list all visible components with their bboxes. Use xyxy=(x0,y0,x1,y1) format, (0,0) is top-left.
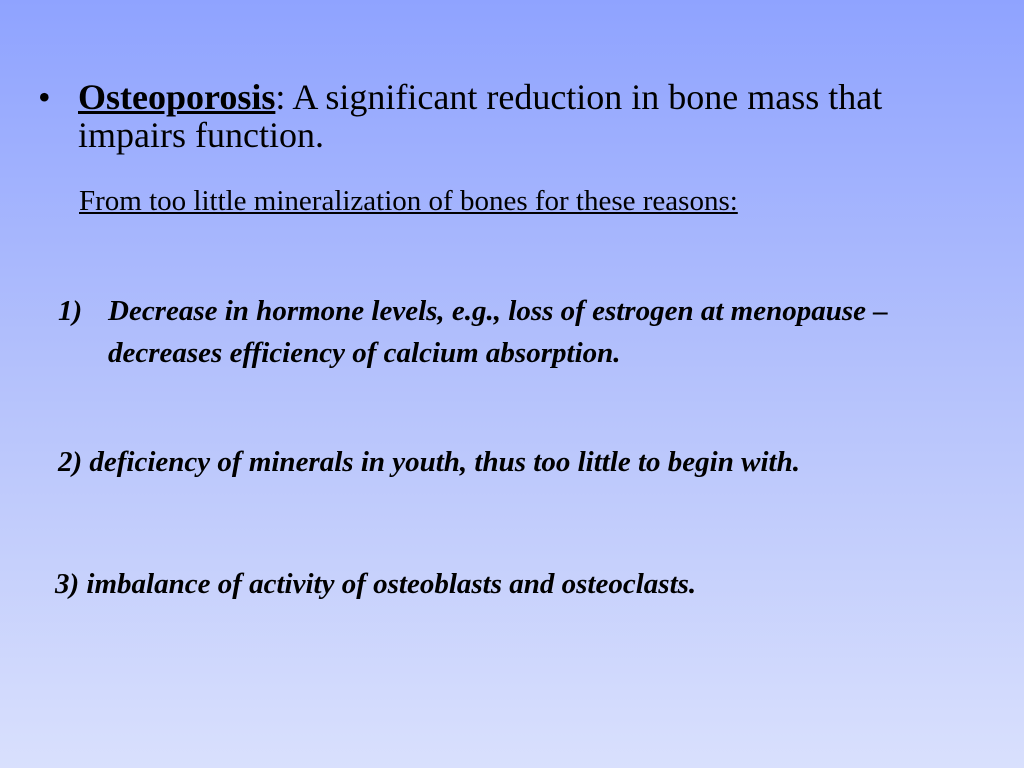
bullet-text xyxy=(78,78,988,154)
term-osteoporosis: Osteoporosis xyxy=(78,77,276,117)
osteoporosis-bullet xyxy=(38,78,988,154)
reasons-subheading: From too little mineralization of bones for these reasons: xyxy=(79,185,738,217)
bullet-marker: • xyxy=(38,77,51,117)
reason-item-3: 3) imbalance of activity of osteoblasts and osteoclasts. xyxy=(55,568,697,600)
term-definition: : A significant reduction in bone mass that impairs function. xyxy=(78,77,883,155)
reason-number: 1) xyxy=(58,295,83,327)
reason-item-1 xyxy=(58,290,958,374)
reason-text: Decrease in hormone levels, e.g., loss of estrogen at menopause – decreases efficiency of calcium absorption. xyxy=(108,295,888,369)
reason-item-2: 2) deficiency of minerals in youth, thus too little to begin with. xyxy=(58,446,800,478)
